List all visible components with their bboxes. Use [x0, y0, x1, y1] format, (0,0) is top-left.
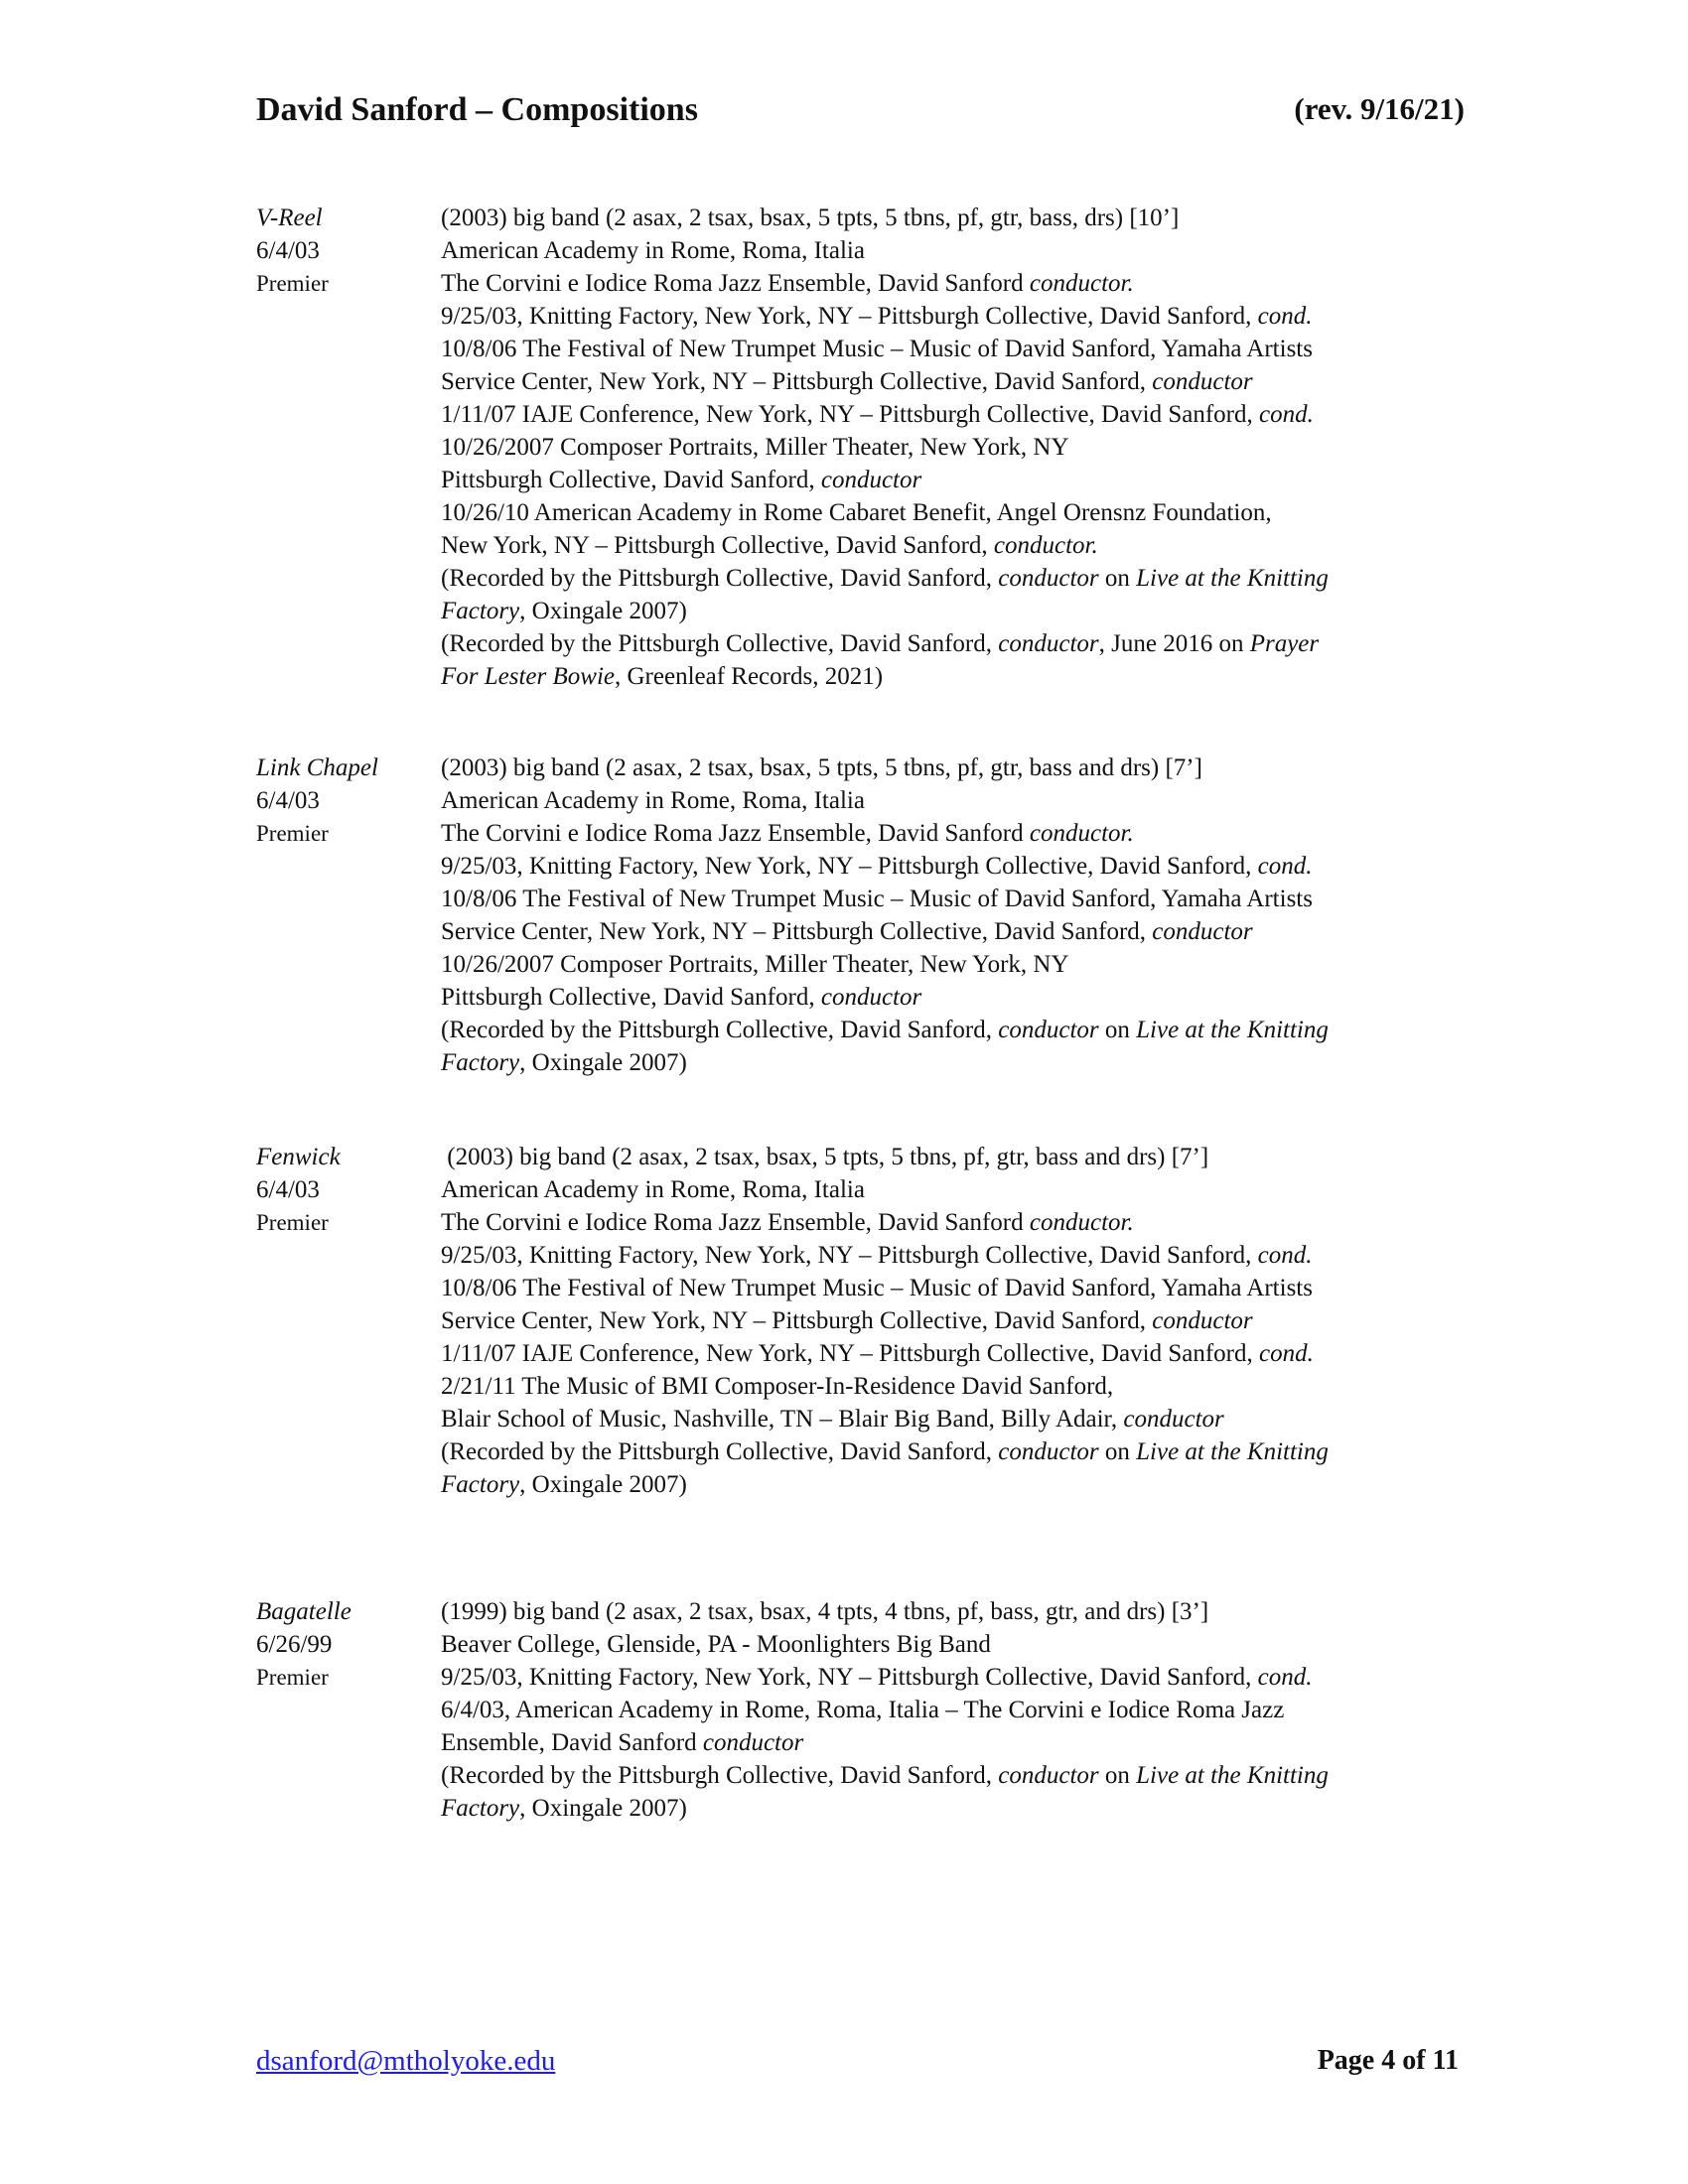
entry-meta: [256, 751, 435, 850]
text-run: Ensemble, David Sanford: [441, 1729, 703, 1756]
italic-text: Factory: [441, 1795, 520, 1822]
text-run: Service Center, New York, NY – Pittsburgh Collective, David Sanford,: [441, 918, 1153, 945]
history-line: [441, 1239, 1464, 1272]
history-line: [441, 1726, 1464, 1759]
entry-meta: [256, 1595, 435, 1694]
italic-text: cond.: [1257, 853, 1313, 880]
italic-text: conductor.: [1029, 820, 1134, 847]
page-header: [256, 91, 1465, 137]
page-number: Page 4 of 11: [1317, 2045, 1459, 2076]
text-run: New York, NY – Pittsburgh Collective, David Sanford,: [441, 532, 994, 559]
premiere-date: 6/4/03: [256, 1176, 320, 1203]
premiere-label: Premier: [256, 1665, 329, 1690]
history-line: [441, 234, 1464, 267]
entry-meta: [256, 1141, 435, 1239]
text-run: Service Center, New York, NY – Pittsburgh Collective, David Sanford,: [441, 368, 1153, 395]
revision-date: (rev. 9/16/21): [1294, 91, 1465, 126]
text-run: Pittsburgh Collective, David Sanford,: [441, 467, 821, 493]
text-run: 2/21/11 The Music of BMI Composer-In-Residence David Sanford,: [441, 1373, 1114, 1400]
text-run: , Oxingale 2007): [519, 1471, 687, 1498]
text-run: American Academy in Rome, Roma, Italia: [441, 787, 865, 814]
history-line: [441, 915, 1464, 948]
text-run: 9/25/03, Knitting Factory, New York, NY – Pittsburgh Collective, David Sanford,: [441, 303, 1258, 330]
history-line: [441, 981, 1464, 1014]
composition-title: V-Reel: [256, 205, 323, 231]
italic-text: Factory: [441, 1471, 520, 1498]
text-run: 9/25/03, Knitting Factory, New York, NY – Pittsburgh Collective, David Sanford,: [441, 1664, 1258, 1691]
history-line: [441, 333, 1464, 365]
composition-title: Link Chapel: [256, 754, 378, 781]
italic-text: conductor: [998, 565, 1099, 592]
italic-text: conductor: [998, 630, 1099, 657]
history-line: [441, 1435, 1464, 1468]
composition-title: Bagatelle: [256, 1598, 352, 1625]
text-run: 10/8/06 The Festival of New Trumpet Music – Music of David Sanford, Yamaha Artists: [441, 1275, 1313, 1301]
history-line: [441, 1272, 1464, 1304]
text-run: on: [1098, 1762, 1137, 1789]
text-run: , Oxingale 2007): [519, 1795, 687, 1822]
italic-text: Factory: [441, 598, 520, 624]
text-run: , June 2016 on: [1098, 630, 1250, 657]
text-run: Service Center, New York, NY – Pittsburgh Collective, David Sanford,: [441, 1307, 1153, 1334]
text-run: 10/8/06 The Festival of New Trumpet Music – Music of David Sanford, Yamaha Artists: [441, 336, 1313, 362]
history-line: [441, 660, 1464, 693]
text-run: (2003) big band (2 asax, 2 tsax, bsax, 5 tpts, 5 tbns, pf, gtr, bass and drs) [7’]: [441, 1144, 1209, 1170]
page-footer: [256, 2045, 1465, 2085]
text-run: Beaver College, Glenside, PA - Moonlighters Big Band: [441, 1631, 991, 1658]
history-line: [441, 817, 1464, 850]
italic-text: Prayer: [1249, 630, 1320, 657]
italic-text: conductor: [998, 1017, 1099, 1043]
contact-email-link[interactable]: dsanford@mtholyoke.edu: [256, 2045, 556, 2077]
text-run: 10/26/10 American Academy in Rome Cabaret Benefit, Angel Orensnz Foundation,: [441, 499, 1272, 526]
italic-text: For Lester Bowie: [441, 663, 615, 690]
history-line: [441, 464, 1464, 496]
entry-meta: [256, 202, 435, 300]
premiere-date: 6/4/03: [256, 787, 320, 814]
italic-text: Live at the Knitting: [1136, 565, 1329, 592]
text-run: (Recorded by the Pittsburgh Collective, David Sanford,: [441, 630, 999, 657]
history-line: [441, 529, 1464, 562]
history-line: [441, 1661, 1464, 1694]
italic-text: Live at the Knitting: [1136, 1762, 1329, 1789]
text-run: (Recorded by the Pittsburgh Collective, David Sanford,: [441, 1762, 999, 1789]
premiere-label: Premier: [256, 821, 329, 846]
text-run: The Corvini e Iodice Roma Jazz Ensemble, David Sanford: [441, 1209, 1030, 1236]
history-line: [441, 784, 1464, 817]
premiere-date: 6/4/03: [256, 237, 320, 264]
history-line: [441, 1792, 1464, 1825]
history-line: [441, 1694, 1464, 1726]
history-line: [441, 1046, 1464, 1079]
history-line: [441, 398, 1464, 431]
text-run: The Corvini e Iodice Roma Jazz Ensemble, David Sanford: [441, 820, 1030, 847]
italic-text: conductor: [820, 984, 922, 1011]
text-run: 6/4/03, American Academy in Rome, Roma, Italia – The Corvini e Iodice Roma Jazz: [441, 1697, 1285, 1723]
italic-text: conductor.: [1029, 270, 1134, 297]
italic-text: conductor: [1123, 1406, 1224, 1433]
text-run: 10/26/2007 Composer Portraits, Miller Theater, New York, NY: [441, 951, 1069, 978]
history-line: [441, 1141, 1464, 1173]
text-run: (Recorded by the Pittsburgh Collective, David Sanford,: [441, 565, 999, 592]
history-line: [441, 850, 1464, 883]
text-run: on: [1098, 1438, 1137, 1465]
text-run: Blair School of Music, Nashville, TN – Blair Big Band, Billy Adair,: [441, 1406, 1124, 1433]
history-line: [441, 1403, 1464, 1435]
text-run: The Corvini e Iodice Roma Jazz Ensemble, David Sanford: [441, 270, 1030, 297]
text-run: American Academy in Rome, Roma, Italia: [441, 237, 865, 264]
text-run: , Oxingale 2007): [519, 598, 687, 624]
text-run: (Recorded by the Pittsburgh Collective, David Sanford,: [441, 1017, 999, 1043]
premiere-label: Premier: [256, 1210, 329, 1235]
text-run: 10/8/06 The Festival of New Trumpet Music – Music of David Sanford, Yamaha Artists: [441, 886, 1313, 912]
history-line: [441, 1628, 1464, 1661]
italic-text: conductor: [998, 1762, 1099, 1789]
performance-history: [441, 1141, 1464, 1501]
history-line: [441, 1759, 1464, 1792]
history-line: [441, 1337, 1464, 1370]
italic-text: conductor: [998, 1438, 1099, 1465]
italic-text: Live at the Knitting: [1136, 1438, 1329, 1465]
premiere-date: 6/26/99: [256, 1631, 333, 1658]
text-run: (Recorded by the Pittsburgh Collective, David Sanford,: [441, 1438, 999, 1465]
italic-text: cond.: [1257, 1242, 1313, 1269]
history-line: [441, 751, 1464, 784]
history-line: [441, 496, 1464, 529]
history-line: [441, 1173, 1464, 1206]
premiere-label: Premier: [256, 271, 329, 296]
history-line: [441, 267, 1464, 300]
history-line: [441, 431, 1464, 464]
italic-text: conductor: [702, 1729, 804, 1756]
history-line: [441, 595, 1464, 627]
history-line: [441, 562, 1464, 595]
text-run: 1/11/07 IAJE Conference, New York, NY – Pittsburgh Collective, David Sanford,: [441, 401, 1259, 428]
text-run: (1999) big band (2 asax, 2 tsax, bsax, 4 tpts, 4 tbns, pf, bass, gtr, and drs) [3’]: [441, 1598, 1209, 1625]
italic-text: cond.: [1258, 1340, 1314, 1367]
text-run: 10/26/2007 Composer Portraits, Miller Theater, New York, NY: [441, 434, 1069, 461]
history-line: [441, 202, 1464, 234]
italic-text: conductor.: [993, 532, 1098, 559]
history-line: [441, 1304, 1464, 1337]
history-line: [441, 627, 1464, 660]
history-line: [441, 365, 1464, 398]
document-title: David Sanford – Compositions: [256, 91, 698, 128]
performance-history: [441, 202, 1464, 693]
italic-text: conductor: [820, 467, 922, 493]
italic-text: cond.: [1257, 1664, 1313, 1691]
performance-history: [441, 1595, 1464, 1825]
text-run: on: [1098, 565, 1137, 592]
history-line: [441, 1014, 1464, 1046]
performance-history: [441, 751, 1464, 1079]
text-run: 1/11/07 IAJE Conference, New York, NY – Pittsburgh Collective, David Sanford,: [441, 1340, 1259, 1367]
history-line: [441, 1468, 1464, 1501]
italic-text: Live at the Knitting: [1136, 1017, 1329, 1043]
history-line: [441, 948, 1464, 981]
text-run: , Oxingale 2007): [519, 1049, 687, 1076]
text-run: Pittsburgh Collective, David Sanford,: [441, 984, 821, 1011]
text-run: 9/25/03, Knitting Factory, New York, NY – Pittsburgh Collective, David Sanford,: [441, 853, 1258, 880]
history-line: [441, 883, 1464, 915]
italic-text: conductor: [1152, 368, 1253, 395]
text-run: , Greenleaf Records, 2021): [615, 663, 884, 690]
history-line: [441, 300, 1464, 333]
history-line: [441, 1206, 1464, 1239]
history-line: [441, 1370, 1464, 1403]
text-run: (2003) big band (2 asax, 2 tsax, bsax, 5 tpts, 5 tbns, pf, gtr, bass, drs) [10’]: [441, 205, 1180, 231]
text-run: American Academy in Rome, Roma, Italia: [441, 1176, 865, 1203]
text-run: on: [1098, 1017, 1137, 1043]
text-run: 9/25/03, Knitting Factory, New York, NY – Pittsburgh Collective, David Sanford,: [441, 1242, 1258, 1269]
italic-text: conductor: [1152, 918, 1253, 945]
italic-text: cond.: [1257, 303, 1313, 330]
italic-text: cond.: [1258, 401, 1314, 428]
composition-title: Fenwick: [256, 1144, 341, 1170]
history-line: [441, 1595, 1464, 1628]
text-run: (2003) big band (2 asax, 2 tsax, bsax, 5 tpts, 5 tbns, pf, gtr, bass and drs) [7’]: [441, 754, 1202, 781]
italic-text: conductor: [1152, 1307, 1253, 1334]
italic-text: conductor.: [1029, 1209, 1134, 1236]
italic-text: Factory: [441, 1049, 520, 1076]
